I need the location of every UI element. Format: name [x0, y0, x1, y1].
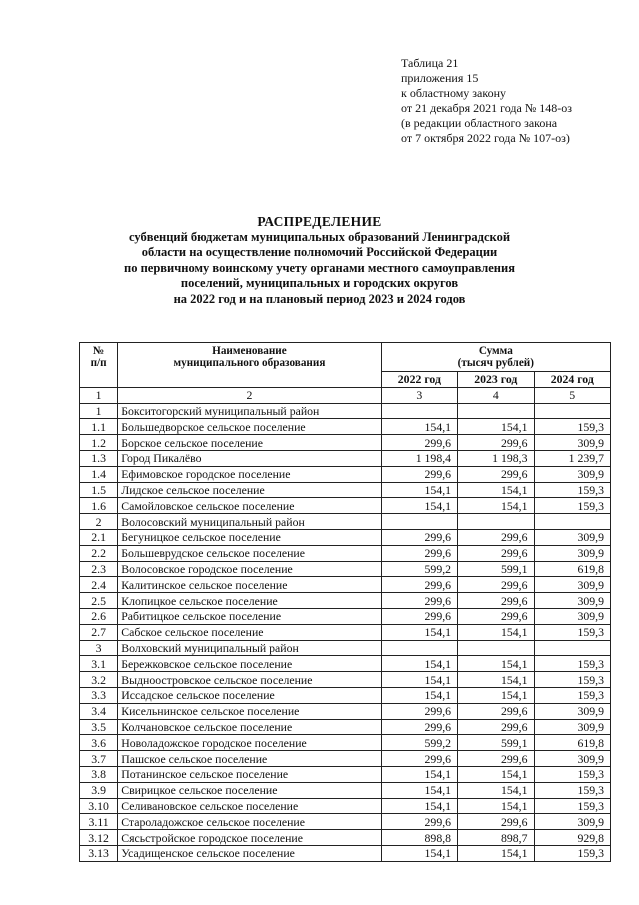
row-value-2024: 159,3 [534, 782, 610, 798]
note-line: от 21 декабря 2021 года № 148-оз [401, 101, 573, 115]
row-value-2022: 154,1 [381, 624, 457, 640]
column-number: 2 [118, 387, 381, 403]
row-name: Сясьстройское городское поселение [118, 830, 381, 846]
row-value-2022: 299,6 [381, 703, 457, 719]
row-name: Бережковское сельское поселение [118, 656, 381, 672]
row-value-2023: 154,1 [458, 798, 534, 814]
column-number: 4 [458, 387, 534, 403]
row-value-2024: 309,9 [534, 719, 610, 735]
row-number: 2.1 [80, 529, 118, 545]
row-value-2023: 154,1 [458, 419, 534, 435]
row-number: 3.10 [80, 798, 118, 814]
row-number: 1.5 [80, 482, 118, 498]
table-row [80, 561, 611, 577]
note-line: Таблица 21 [401, 56, 459, 70]
row-value-2024: 159,3 [534, 482, 610, 498]
row-value-2023: 299,6 [458, 608, 534, 624]
row-value-2024: 159,3 [534, 766, 610, 782]
title-line: по первичному воинскому учету органами местного самоуправления [124, 260, 515, 275]
table-row [80, 435, 611, 451]
row-name: Сабское сельское поселение [118, 624, 381, 640]
table-row [80, 624, 611, 640]
row-value-2024: 159,3 [534, 798, 610, 814]
header-year-2023: 2023 год [458, 372, 534, 388]
column-number-row [80, 387, 611, 403]
row-value-2023 [458, 640, 534, 656]
row-value-2023: 154,1 [458, 672, 534, 688]
table-row [80, 782, 611, 798]
row-name: Волосовский муниципальный район [118, 514, 381, 530]
row-number: 3 [80, 640, 118, 656]
note-line: от 7 октября 2022 года № 107-оз) [401, 131, 570, 145]
row-value-2022: 299,6 [381, 608, 457, 624]
row-value-2023: 299,6 [458, 466, 534, 482]
row-value-2023: 154,1 [458, 782, 534, 798]
row-number: 2.3 [80, 561, 118, 577]
row-name: Иссадское сельское поселение [118, 687, 381, 703]
row-name: Большеврудское сельское поселение [118, 545, 381, 561]
row-value-2024: 159,3 [534, 624, 610, 640]
title-line: поселений, муниципальных и городских округов [180, 276, 459, 290]
row-value-2023 [458, 514, 534, 530]
row-value-2024 [534, 403, 610, 419]
row-value-2023: 898,7 [458, 830, 534, 846]
row-name: Новоладожское городское поселение [118, 735, 381, 751]
row-value-2024: 159,3 [534, 687, 610, 703]
row-value-2022: 154,1 [381, 672, 457, 688]
table-row [80, 687, 611, 703]
title-line: области на осуществление полномочий Российской Федерации [141, 245, 498, 259]
table-row [80, 514, 611, 530]
note-line: к областному закону [401, 86, 507, 100]
table-row [80, 766, 611, 782]
row-value-2022: 154,1 [381, 766, 457, 782]
row-value-2024: 309,9 [534, 593, 610, 609]
row-number: 1.3 [80, 450, 118, 466]
row-name: Староладожское сельское поселение [118, 814, 381, 830]
row-value-2023: 599,1 [458, 735, 534, 751]
row-value-2022 [381, 403, 457, 419]
row-name: Калитинское сельское поселение [118, 577, 381, 593]
table-row [80, 640, 611, 656]
row-number: 1.2 [80, 435, 118, 451]
row-value-2022: 299,6 [381, 577, 457, 593]
row-value-2023: 1 198,3 [458, 450, 534, 466]
row-value-2022: 154,1 [381, 498, 457, 514]
row-number: 3.7 [80, 751, 118, 767]
row-value-2023: 154,1 [458, 845, 534, 861]
row-number: 3.9 [80, 782, 118, 798]
row-value-2023: 299,6 [458, 814, 534, 830]
row-name: Выдноостровское сельское поселение [118, 672, 381, 688]
subvention-distribution-table [79, 342, 611, 862]
row-number: 2.6 [80, 608, 118, 624]
row-value-2022: 299,6 [381, 751, 457, 767]
row-value-2024: 159,3 [534, 498, 610, 514]
table-row [80, 814, 611, 830]
row-name: Свирицкое сельское поселение [118, 782, 381, 798]
row-value-2023: 154,1 [458, 766, 534, 782]
row-name: Город Пикалёво [118, 450, 381, 466]
row-value-2024: 309,9 [534, 545, 610, 561]
row-value-2023: 299,6 [458, 577, 534, 593]
row-value-2024: 159,3 [534, 419, 610, 435]
row-value-2023: 299,6 [458, 703, 534, 719]
row-value-2022: 154,1 [381, 845, 457, 861]
table-row [80, 593, 611, 609]
row-number: 1.4 [80, 466, 118, 482]
row-name: Большедворское сельское поселение [118, 419, 381, 435]
row-value-2024 [534, 640, 610, 656]
row-value-2022: 299,6 [381, 466, 457, 482]
row-value-2022 [381, 640, 457, 656]
row-value-2023: 299,6 [458, 435, 534, 451]
table-row [80, 466, 611, 482]
row-number: 3.3 [80, 687, 118, 703]
row-value-2023: 154,1 [458, 482, 534, 498]
row-value-2022: 154,1 [381, 482, 457, 498]
note-line: приложения 15 [401, 71, 479, 85]
row-number: 3.6 [80, 735, 118, 751]
row-value-2023: 299,6 [458, 529, 534, 545]
row-value-2023: 154,1 [458, 656, 534, 672]
table-row [80, 545, 611, 561]
table-row [80, 608, 611, 624]
row-value-2023 [458, 403, 534, 419]
row-value-2023: 299,6 [458, 545, 534, 561]
row-value-2022: 154,1 [381, 798, 457, 814]
row-value-2023: 154,1 [458, 687, 534, 703]
row-name: Клопицкое сельское поселение [118, 593, 381, 609]
row-value-2024: 309,9 [534, 703, 610, 719]
row-value-2022 [381, 514, 457, 530]
row-name: Усадищенское сельское поселение [118, 845, 381, 861]
row-value-2022: 299,6 [381, 814, 457, 830]
header-sum: Сумма (тысяч рублей) [381, 343, 610, 372]
header-number: № п/п [80, 343, 118, 388]
table-row [80, 735, 611, 751]
row-number: 2.2 [80, 545, 118, 561]
row-name: Борское сельское поселение [118, 435, 381, 451]
row-value-2024: 309,9 [534, 529, 610, 545]
row-value-2022: 299,6 [381, 435, 457, 451]
row-value-2022: 898,8 [381, 830, 457, 846]
row-value-2022: 154,1 [381, 687, 457, 703]
note-line: (в редакции областного закона [401, 116, 558, 130]
title-line: субвенций бюджетам муниципальных образований Ленинградской [128, 229, 511, 244]
row-value-2022: 599,2 [381, 561, 457, 577]
row-value-2023: 154,1 [458, 624, 534, 640]
row-name: Потанинское сельское поселение [118, 766, 381, 782]
row-value-2024: 309,9 [534, 577, 610, 593]
row-name: Волосовское городское поселение [118, 561, 381, 577]
table-row [80, 751, 611, 767]
row-value-2022: 599,2 [381, 735, 457, 751]
column-number: 1 [80, 387, 118, 403]
row-name: Кисельнинское сельское поселение [118, 703, 381, 719]
row-number: 3.2 [80, 672, 118, 688]
table-row [80, 403, 611, 419]
header-name: Наименование муниципального образования [118, 343, 381, 388]
row-name: Бокситогорский муниципальный район [118, 403, 381, 419]
table-row [80, 419, 611, 435]
column-number: 5 [534, 387, 610, 403]
row-value-2022: 299,6 [381, 593, 457, 609]
row-name: Самойловское сельское поселение [118, 498, 381, 514]
row-value-2022: 299,6 [381, 529, 457, 545]
row-value-2022: 1 198,4 [381, 450, 457, 466]
row-number: 3.8 [80, 766, 118, 782]
row-number: 3.12 [80, 830, 118, 846]
table-row [80, 703, 611, 719]
row-name: Лидское сельское поселение [118, 482, 381, 498]
row-value-2024: 1 239,7 [534, 450, 610, 466]
row-value-2022: 154,1 [381, 419, 457, 435]
row-number: 1.1 [80, 419, 118, 435]
header-year-2022: 2022 год [381, 372, 457, 388]
table-row [80, 498, 611, 514]
row-value-2024: 309,9 [534, 466, 610, 482]
table-row [80, 798, 611, 814]
row-value-2022: 299,6 [381, 545, 457, 561]
row-value-2024: 159,3 [534, 845, 610, 861]
table-row [80, 482, 611, 498]
table-row [80, 656, 611, 672]
header-year-2024: 2024 год [534, 372, 610, 388]
row-value-2023: 299,6 [458, 593, 534, 609]
table-row [80, 719, 611, 735]
row-name: Волховский муниципальный район [118, 640, 381, 656]
row-value-2023: 299,6 [458, 751, 534, 767]
table-row [80, 577, 611, 593]
table-row [80, 529, 611, 545]
row-number: 3.13 [80, 845, 118, 861]
table-row [80, 672, 611, 688]
appendix-reference-note [401, 56, 572, 146]
row-number: 2.7 [80, 624, 118, 640]
row-number: 3.5 [80, 719, 118, 735]
row-number: 2.5 [80, 593, 118, 609]
title-line: на 2022 год и на плановый период 2023 и 2024 годов [173, 291, 466, 306]
row-number: 2.4 [80, 577, 118, 593]
row-value-2022: 154,1 [381, 656, 457, 672]
row-value-2024: 309,9 [534, 435, 610, 451]
row-value-2023: 599,1 [458, 561, 534, 577]
row-value-2023: 299,6 [458, 719, 534, 735]
row-value-2024: 929,8 [534, 830, 610, 846]
row-value-2024: 309,9 [534, 814, 610, 830]
table-row [80, 450, 611, 466]
row-value-2024: 309,9 [534, 608, 610, 624]
row-value-2024: 159,3 [534, 656, 610, 672]
row-name: Пашское сельское поселение [118, 751, 381, 767]
row-name: Рабитицкое сельское поселение [118, 608, 381, 624]
row-value-2024: 619,8 [534, 561, 610, 577]
row-number: 1.6 [80, 498, 118, 514]
row-name: Колчановское сельское поселение [118, 719, 381, 735]
row-name: Ефимовское городское поселение [118, 466, 381, 482]
row-value-2022: 299,6 [381, 719, 457, 735]
row-name: Бегуницкое сельское поселение [118, 529, 381, 545]
row-number: 2 [80, 514, 118, 530]
row-number: 3.11 [80, 814, 118, 830]
row-value-2022: 154,1 [381, 782, 457, 798]
row-value-2024: 159,3 [534, 672, 610, 688]
column-number: 3 [381, 387, 457, 403]
row-value-2023: 154,1 [458, 498, 534, 514]
row-number: 3.4 [80, 703, 118, 719]
table-row [80, 830, 611, 846]
row-name: Селивановское сельское поселение [118, 798, 381, 814]
row-value-2024: 309,9 [534, 751, 610, 767]
row-number: 1 [80, 403, 118, 419]
row-value-2024 [534, 514, 610, 530]
row-value-2024: 619,8 [534, 735, 610, 751]
table-row [80, 845, 611, 861]
title-main: РАСПРЕДЕЛЕНИЕ [257, 214, 382, 229]
document-title [0, 214, 639, 307]
row-number: 3.1 [80, 656, 118, 672]
